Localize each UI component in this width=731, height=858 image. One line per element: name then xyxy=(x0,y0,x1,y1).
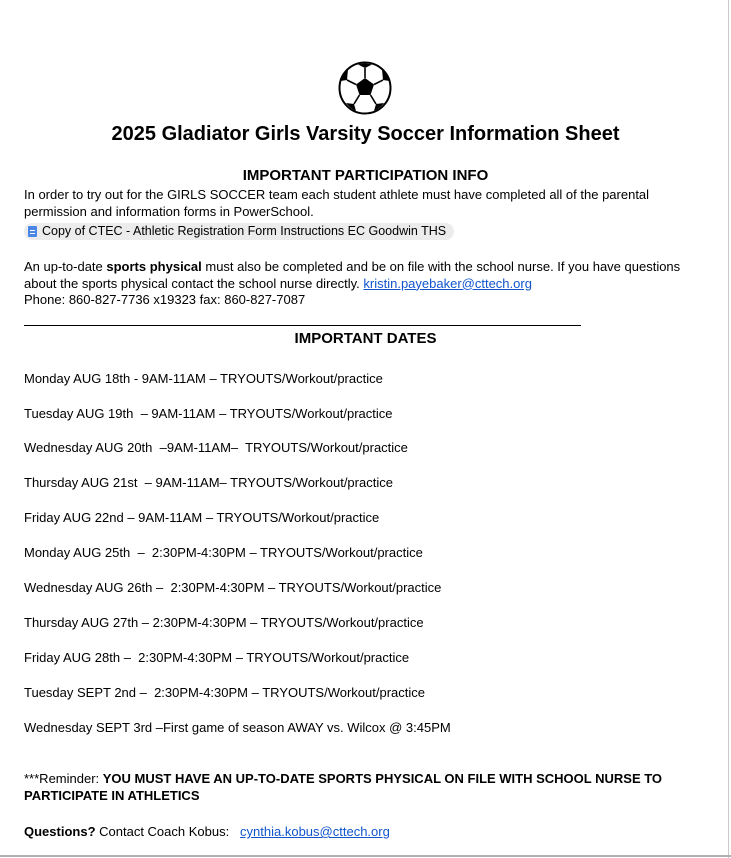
page-title: 2025 Gladiator Girls Varsity Soccer Information Sheet xyxy=(111,123,620,145)
reminder-prefix: ***Reminder: xyxy=(24,771,103,786)
physical-post: must also be completed and be on file with the school nurse. If you have questions xyxy=(201,259,681,274)
registration-doc-label: Copy of CTEC - Athletic Registration Form Instructions EC Goodwin THS xyxy=(42,224,447,238)
participation-line-2: permission and information forms in PowerSchool. xyxy=(24,203,314,219)
divider xyxy=(24,325,581,326)
reminder-bold-2: PARTICIPATE IN ATHLETICS xyxy=(24,787,200,803)
physical-line-2-text: about the sports physical contact the school nurse directly. xyxy=(24,275,364,291)
date-item: Wednesday SEPT 3rd –First game of season AWAY vs. Wilcox @ 3:45PM xyxy=(24,720,451,735)
physical-line-2 xyxy=(24,276,714,293)
reminder-line-2 xyxy=(24,788,714,805)
date-item: Thursday AUG 27th – 2:30PM-4:30PM – TRYOUTS/Workout/practice xyxy=(24,615,424,630)
dates-heading: IMPORTANT DATES xyxy=(294,330,437,347)
date-item: Wednesday AUG 26th – 2:30PM-4:30PM – TRYOUTS/Workout/practice xyxy=(24,580,442,595)
date-item: Wednesday AUG 20th –9AM-11AM– TRYOUTS/Workout/practice xyxy=(24,440,408,455)
questions-text xyxy=(24,824,714,841)
soccer-ball-icon xyxy=(338,61,392,115)
phone-line: Phone: 860-827-7736 x19323 fax: 860-827-7087 xyxy=(24,292,306,307)
date-item: Monday AUG 18th - 9AM-11AM – TRYOUTS/Workout/practice xyxy=(24,371,383,386)
participation-line-1: In order to try out for the GIRLS SOCCER team each student athlete must have completed all of the parental xyxy=(24,187,650,202)
reminder-line-1 xyxy=(24,771,714,788)
date-item: Tuesday AUG 19th – 9AM-11AM – TRYOUTS/Workout/practice xyxy=(24,406,393,421)
participation-heading: IMPORTANT PARTICIPATION INFO xyxy=(242,167,489,184)
date-item: Thursday AUG 21st – 9AM-11AM– TRYOUTS/Workout/practice xyxy=(24,475,393,490)
page-bottom-edge xyxy=(0,855,731,857)
questions-label: Contact Coach Kobus: xyxy=(95,824,241,839)
date-item: Friday AUG 22nd – 9AM-11AM – TRYOUTS/Workout/practice xyxy=(24,510,380,525)
date-item: Tuesday SEPT 2nd – 2:30PM-4:30PM – TRYOUTS/Workout/practice xyxy=(24,685,426,700)
physical-line-1 xyxy=(24,259,714,276)
nurse-email-link[interactable]: kristin.payebaker@cttech.org xyxy=(363,275,532,291)
physical-bold: sports physical xyxy=(106,259,202,274)
reminder-text xyxy=(24,771,714,804)
google-doc-icon xyxy=(28,226,37,237)
registration-doc-chip[interactable] xyxy=(24,223,454,240)
reminder-bold-1: YOU MUST HAVE AN UP-TO-DATE SPORTS PHYSICAL ON FILE WITH SCHOOL NURSE TO xyxy=(102,771,663,786)
coach-email-link[interactable]: cynthia.kobus@cttech.org xyxy=(240,824,390,839)
participation-text xyxy=(24,187,714,220)
questions-bold: Questions? xyxy=(24,824,96,839)
page-right-edge xyxy=(728,0,729,858)
date-item: Monday AUG 25th – 2:30PM-4:30PM – TRYOUTS/Workout/practice xyxy=(24,545,423,560)
date-item: Friday AUG 28th – 2:30PM-4:30PM – TRYOUTS/Workout/practice xyxy=(24,650,410,665)
physical-text xyxy=(24,259,714,309)
physical-pre: An up-to-date xyxy=(24,259,107,274)
